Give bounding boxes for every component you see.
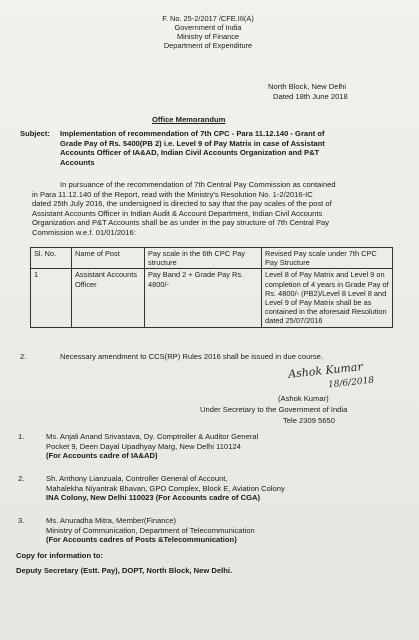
date: Dated 18th June 2018 [273, 91, 348, 101]
recipient-cadre: (For Accounts cadres of Posts &Telecommunication) [46, 535, 237, 545]
recipient-line: Ministry of Communication, Department of Telecommunication [46, 525, 255, 535]
table-header-row [31, 248, 393, 269]
recipient-line: Pocket 9, Deen Dayal Upadhyay Marg, New Delhi 110124 [46, 441, 241, 451]
header-6th-cpc: Pay scale in the 6th CPC Pay structure [145, 248, 262, 269]
para2-number: 2. [20, 352, 27, 361]
body-paragraph [32, 180, 394, 238]
place-date-block [268, 82, 348, 101]
place: North Block, New Delhi [268, 82, 347, 91]
body-line: in Para 11.12.140 of the Report, read with the Ministry's Resolution No. 1-2/2016-IC [32, 189, 313, 199]
ministry-line: Ministry of Finance [176, 32, 240, 41]
body-line: Assistant Accounts Officer in Indian Audit & Account Department, Indian Civil Accounts [32, 208, 323, 218]
handwritten-signature: Ashok Kumar [287, 360, 364, 381]
subject-line: Accounts Officer of IA&AD, Indian Civil Accounts Organization and P&T [60, 148, 320, 158]
recipient-number: 3. [18, 516, 25, 525]
department-line: Department of Expenditure [163, 41, 253, 50]
recipient-line: Ms. Anuradha Mitra, Member(Finance) [46, 516, 176, 525]
cell-sl: 1 [31, 269, 72, 327]
body-line: Organization and P&T Accounts shall be as under in the pay structure of 7th Central Pay [32, 218, 330, 228]
government-line: Government of India [174, 23, 242, 32]
recipient-1 [46, 432, 396, 461]
subject-line: Implementation of recommendation of 7th CPC - Para 11.12.140 - Grant of [60, 129, 325, 138]
recipient-2 [46, 474, 406, 503]
recipient-line: Ms. Anjali Anand Srivastava, Dy. Comptroller & Auditor General [46, 432, 259, 441]
para2-text: Necessary amendment to CCS(RP) Rules 2016 shall be issued in due course. [60, 352, 323, 361]
copy-heading: Copy for information to: [16, 551, 103, 560]
recipient-3 [46, 516, 396, 545]
subject-text [60, 129, 400, 167]
header-sl-no: Sl. No. [31, 248, 72, 269]
recipient-line: Sh. Anthony Lianzuala, Controller General of Account, [46, 474, 228, 483]
cell-new-scale: Level 8 of Pay Matrix and Level 9 on completion of 4 years in Grade Pay of Rs. 4800/- (PB2)/Level 8 Level 8 and Level 9 of Pay Matrix shall be as contained in the aforesaid Resolution dated 25/07/2016 [262, 269, 393, 327]
header-7th-cpc: Revised Pay scale under 7th CPC Pay Structure [262, 248, 393, 269]
recipient-line: Mahalekha Niyantrak Bhavan, GPO Complex, Block E, Aviation Colony [46, 483, 285, 493]
signatory-telephone: Tele 2309 5650 [283, 416, 335, 425]
recipient-number: 2. [18, 474, 25, 483]
subject-line: Grade Pay of Rs. 5400(PB 2) i.e. Level 9 of Pay Matrix in case of Assistant [60, 138, 325, 148]
handwritten-date: 18/6/2018 [327, 375, 375, 391]
copy-recipient: Deputy Secretary (Estt. Pay), DOPT, North Block, New Delhi. [16, 566, 233, 575]
subject-label: Subject: [20, 129, 50, 138]
letterhead [128, 14, 288, 50]
recipient-cadre: (For Accounts cadre of IA&AD) [46, 451, 158, 461]
cell-post: Assistant Accounts Officer [72, 269, 145, 327]
file-number: F. No. 25-2/2017 /CFE.III(A) [162, 14, 254, 23]
signatory-designation: Under Secretary to the Government of India [200, 405, 348, 414]
table-row [31, 269, 393, 327]
memo-title: Office Memorandum [152, 115, 226, 124]
signatory-name: (Ashok Kumar) [278, 394, 329, 403]
cell-old-scale: Pay Band 2 + Grade Pay Rs. 4800/- [145, 269, 262, 327]
body-line: dated 25th July 2016, the undersigned is directed to say that the pay scales of the post of [32, 199, 332, 209]
body-line: Commission w.e.f. 01/01/2016: [32, 227, 136, 237]
subject-line: Accounts [60, 157, 95, 167]
body-line: In pursuance of the recommendation of 7th Central Pay Commission as contained [60, 180, 336, 189]
pay-scale-table [30, 247, 393, 328]
recipient-number: 1. [18, 432, 25, 441]
header-post: Name of Post [72, 248, 145, 269]
recipient-cadre: INA Colony, New Delhi 110023 (For Accounts cadre of CGA) [46, 493, 261, 503]
